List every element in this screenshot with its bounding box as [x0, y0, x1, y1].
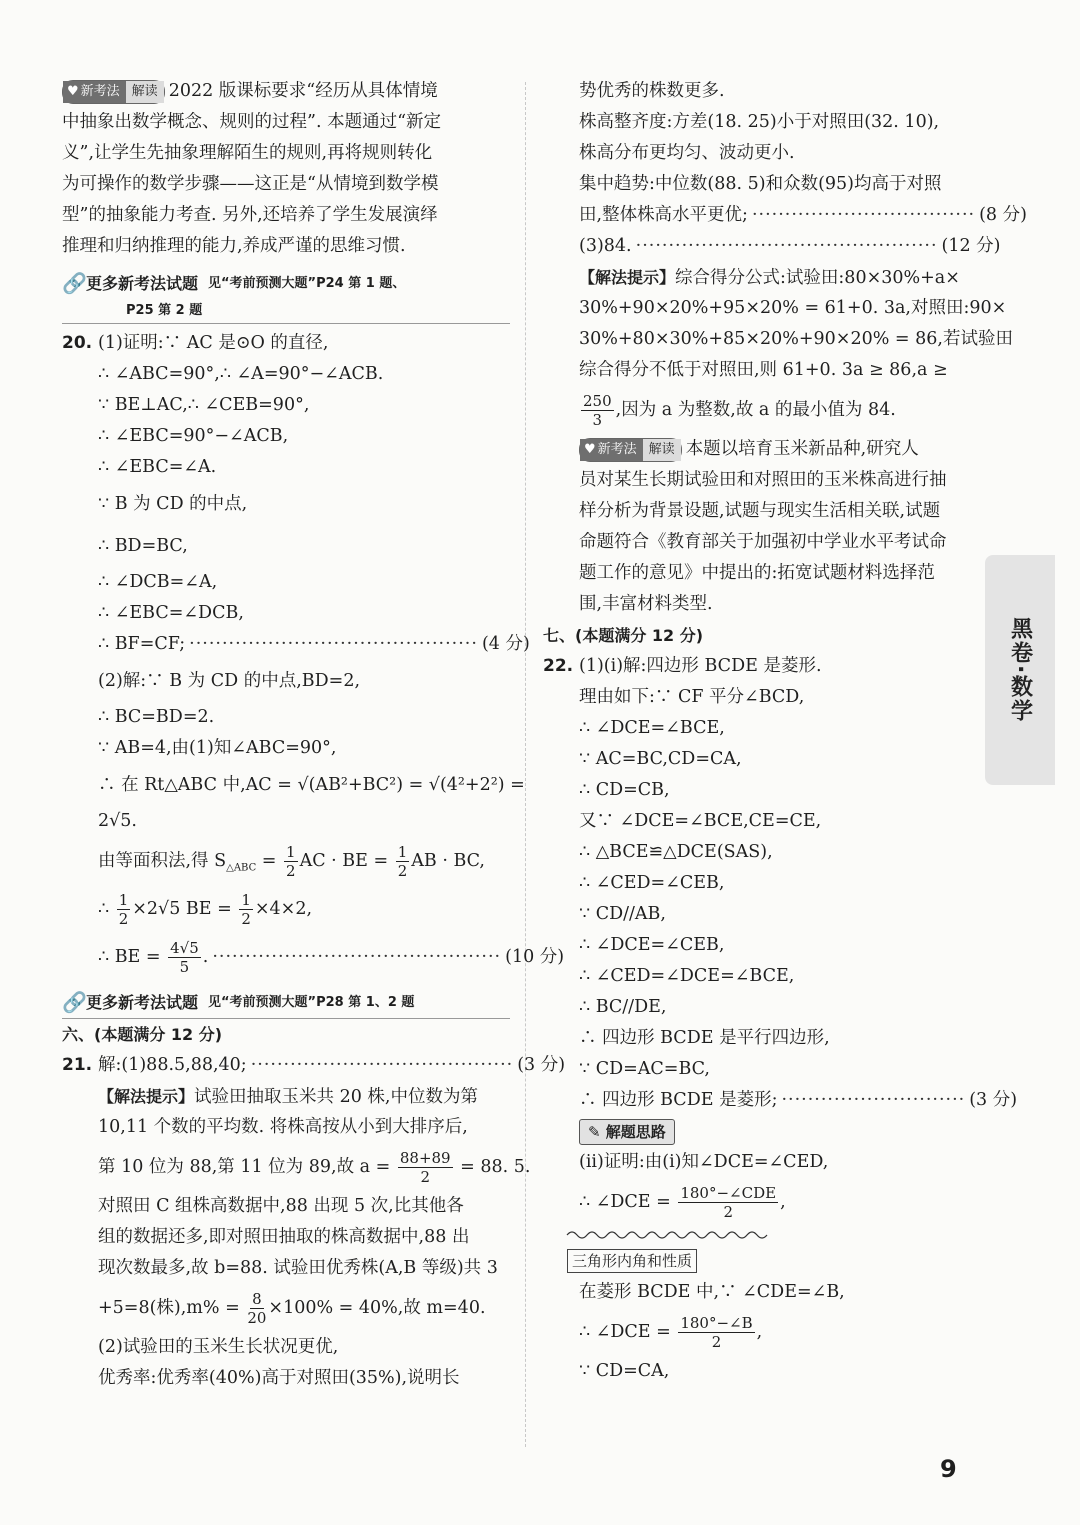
- solution-idea-row: [543, 1116, 973, 1147]
- intro-line: 型”的抽象能力考查. 另外,还培养了学生发展演绎: [62, 205, 438, 225]
- q20-line: ∴ ∠EBC=90°−∠ACB,: [98, 426, 289, 446]
- m-value-line: +5=8(株),m% = $\frac{8}{20}$ ×100% = 40%,故 m=40.: [98, 1290, 486, 1327]
- q22-line: ∵ CD//AB,: [579, 904, 666, 924]
- wavy-underline: [567, 1229, 767, 1241]
- q21-line: 10,11 个数的平均数. 将株高按从小到大排序后,: [98, 1117, 468, 1137]
- q22-line: 又∵ ∠DCE=∠BCE,CE=CE,: [579, 811, 822, 831]
- q20-line: 2√5.: [98, 811, 137, 831]
- triangle-angle-sum-label: 三角形内角和性质: [567, 1249, 697, 1273]
- hint-line: 30%+90×20%+95×20% = 61+0. 3a,对照田:90×: [579, 298, 1007, 318]
- q22-line: 22. (1)(i)解:四边形 BCDE 是菱形.: [543, 656, 822, 676]
- a-value-line: 第 10 位为 88,第 11 位为 89,故 a = $\frac{88+89}{2}$ = 88. 5.: [98, 1149, 531, 1186]
- heart-icon: ♥: [584, 441, 596, 457]
- side-tab: 黑卷·数学: [985, 555, 1055, 785]
- q22-line: ∵ CD=CA,: [579, 1361, 670, 1381]
- intro-line: 中抽象出数学概念、规则的过程”. 本题通过“新定: [62, 112, 442, 132]
- q20-line: ∴ ∠EBC=∠DCB,: [98, 603, 244, 623]
- q22-line: 理由如下:∵ CF 平分∠BCD,: [579, 687, 805, 707]
- heart-icon: ♥: [67, 83, 79, 99]
- q21-cont-score: (3)84. ·············································· (12 分): [579, 236, 1001, 256]
- hint-line: 综合得分不低于对照田,则 61+0. 3a ≥ 86,a ≥: [579, 360, 948, 380]
- column-divider: [525, 82, 526, 1447]
- box-label-row: [543, 1246, 973, 1277]
- pencil-icon: ✎: [588, 1123, 606, 1141]
- q21-cont-score: 田,整体株高水平更优; ·································· (8 分): [579, 205, 1027, 225]
- q21-line: (2)试验田的玉米生长状况更优,: [98, 1337, 339, 1357]
- intro-line: 义”,让学生先抽象理解陌生的规则,再将规则转化: [62, 143, 433, 163]
- q20-line: ∴ 在 Rt△ABC 中,AC = √(AB²+BC²) = √(4²+2²) =: [98, 775, 525, 795]
- q20-line: ∴ BC=BD=2.: [98, 707, 215, 727]
- q22-line: ∴ △BCE≌△DCE(SAS),: [579, 842, 773, 862]
- q22-line: ∴ ∠DCE=∠BCE,: [579, 718, 725, 738]
- q21-cont-line: 势优秀的株数更多.: [579, 81, 725, 101]
- q21-line: 现次数最多,故 b=88. 试验田优秀株(A,B 等级)共 3: [98, 1258, 498, 1278]
- intro-line: ♥ 新考法 解读 2022 版课标要求“经历从具体情境: [62, 76, 510, 107]
- q20-line: 20. (1)证明:∵ AC 是⊙O 的直径,: [62, 333, 329, 353]
- intro2-line: 命题符合《教育部关于加强初中学业水平考试命: [579, 532, 947, 552]
- be-result: ∴ BE = $\frac{4√5}{5}$ . ············································ (10 分): [98, 939, 565, 976]
- page-number: 9: [940, 1455, 957, 1483]
- q21-line: 对照田 C 组株高数据中,88 出现 5 次,比其他各: [98, 1196, 464, 1216]
- more-questions-heading-2: 🔗 更多新考法试题 见“考前预测大题”P28 第 1、2 题: [62, 987, 510, 1019]
- q21-line-score: 21. 解:(1)88.5,88,40; ········································ (3 分): [62, 1055, 566, 1075]
- q22-line: ∵ AC=BC,CD=CA,: [579, 749, 742, 769]
- dce-equation: ∴ ∠DCE = $\frac{\text{180°−∠CDE}}{2}$ ,: [579, 1184, 786, 1221]
- intro2-line: ♥ 新考法 解读 本题以培育玉米新品种,研究人: [543, 434, 973, 465]
- fraction-line: $\frac{250}{3}$ ,因为 a 为整数,故 a 的最小值为 84.: [583, 392, 896, 429]
- q21-cont-line: 集中趋势:中位数(88. 5)和众数(95)均高于对照: [579, 174, 942, 194]
- intro2-line: 围,丰富材料类型.: [579, 594, 713, 614]
- intro-line: 推理和归纳推理的能力,养成严谨的思维习惯.: [62, 236, 406, 256]
- q22-line: ∴ BC//DE,: [579, 997, 667, 1017]
- hint-line: 30%+80×30%+85×20%+90×20% = 86,若试验田: [579, 329, 1013, 349]
- new-method-badge: ♥ 新考法 解读: [579, 438, 682, 462]
- q22-line: ∴ CD=CB,: [579, 780, 670, 800]
- more-questions-ref: P25 第 2 题: [62, 299, 510, 324]
- section-heading: 七、(本题满分 12 分): [543, 626, 704, 645]
- q20-line: ∴ ∠ABC=90°,∴ ∠A=90°−∠ACB.: [98, 364, 384, 384]
- section-heading: 六、(本题满分 12 分): [62, 1025, 223, 1044]
- q21-hint: 【解法提示】试验田抽取玉米共 20 株,中位数为第: [98, 1087, 478, 1107]
- q22-line: ∴ ∠DCE=∠CEB,: [579, 935, 725, 955]
- q22-line: ∴ ∠CED=∠CEB,: [579, 873, 725, 893]
- q20-line: (2)解:∵ B 为 CD 的中点,BD=2,: [98, 671, 361, 691]
- intro2-line: 题工作的意见》中提出的:拓宽试题材料选择范: [579, 563, 935, 583]
- q20-line: ∵ BE⊥AC,∴ ∠CEB=90°,: [98, 395, 310, 415]
- area-equation: 由等面积法,得 $S_{\triangle ABC}$ = $\frac{1}{2}$ AC · BE = $\frac{1}{2}$ AB · BC,: [98, 843, 485, 880]
- new-method-badge: ♥ 新考法 解读: [62, 80, 165, 104]
- q21-cont-line: 株高整齐度:方差(18. 25)小于对照田(32. 10),: [579, 112, 940, 132]
- q22-line: ∴ ∠CED=∠DCE=∠BCE,: [579, 966, 795, 986]
- q20-line: ∴ BD=BC,: [98, 536, 188, 556]
- q22-line: ∵ CD=AC=BC,: [579, 1059, 710, 1079]
- q22-line: ∴ 四边形 BCDE 是平行四边形,: [579, 1028, 830, 1048]
- q21-hint-2: 【解法提示】综合得分公式:试验田:80×30%+a×: [579, 268, 960, 288]
- intro2-line: 样分析为背景设题,试题与现实生活相关联,试题: [579, 501, 941, 521]
- more-questions-heading: 🔗 更多新考法试题 见“考前预测大题”P24 第 1 题、: [62, 268, 510, 299]
- link-icon: 🔗: [62, 271, 87, 295]
- dce-equation-2: ∴ ∠DCE = $\frac{180^\circ-\angle B}{2}$ ,: [579, 1314, 763, 1351]
- q22-line: 在菱形 BCDE 中,∵ ∠CDE=∠B,: [579, 1282, 845, 1302]
- q22-line: (ii)证明:由(i)知∠DCE=∠CED,: [579, 1152, 829, 1172]
- q21-line: 组的数据还多,即对照田抽取的株高数据中,88 出: [98, 1227, 470, 1247]
- left-column: [62, 76, 566, 1394]
- intro2-line: 员对某生长期试验田和对照田的玉米株高进行抽: [579, 470, 947, 490]
- area-equation-2: ∴ $\frac{1}{2}$ ×2√5 BE = $\frac{1}{2}$ ×4×2,: [98, 891, 313, 928]
- q20-line-score: ∴ BF=CF; ············································ (4 分): [98, 634, 530, 654]
- q20-line: ∵ AB=4,由(1)知∠ABC=90°,: [98, 738, 337, 758]
- intro-line: 为可操作的数学步骤——这正是“从情境到数学模: [62, 174, 439, 194]
- q20-line: ∴ ∠EBC=∠A.: [98, 457, 217, 477]
- q22-line-score: ∴ 四边形 BCDE 是菱形; ···························· (3 分): [579, 1090, 1018, 1110]
- q21-cont-line: 株高分布更均匀、波动更小.: [579, 143, 795, 163]
- link-icon: 🔗: [62, 990, 87, 1014]
- solution-idea-label: ✎ 解题思路: [579, 1119, 675, 1145]
- q20-line: ∴ ∠DCB=∠A,: [98, 572, 218, 592]
- q21-line: 优秀率:优秀率(40%)高于对照田(35%),说明长: [98, 1368, 460, 1388]
- q20-line: ∵ B 为 CD 的中点,: [98, 494, 248, 514]
